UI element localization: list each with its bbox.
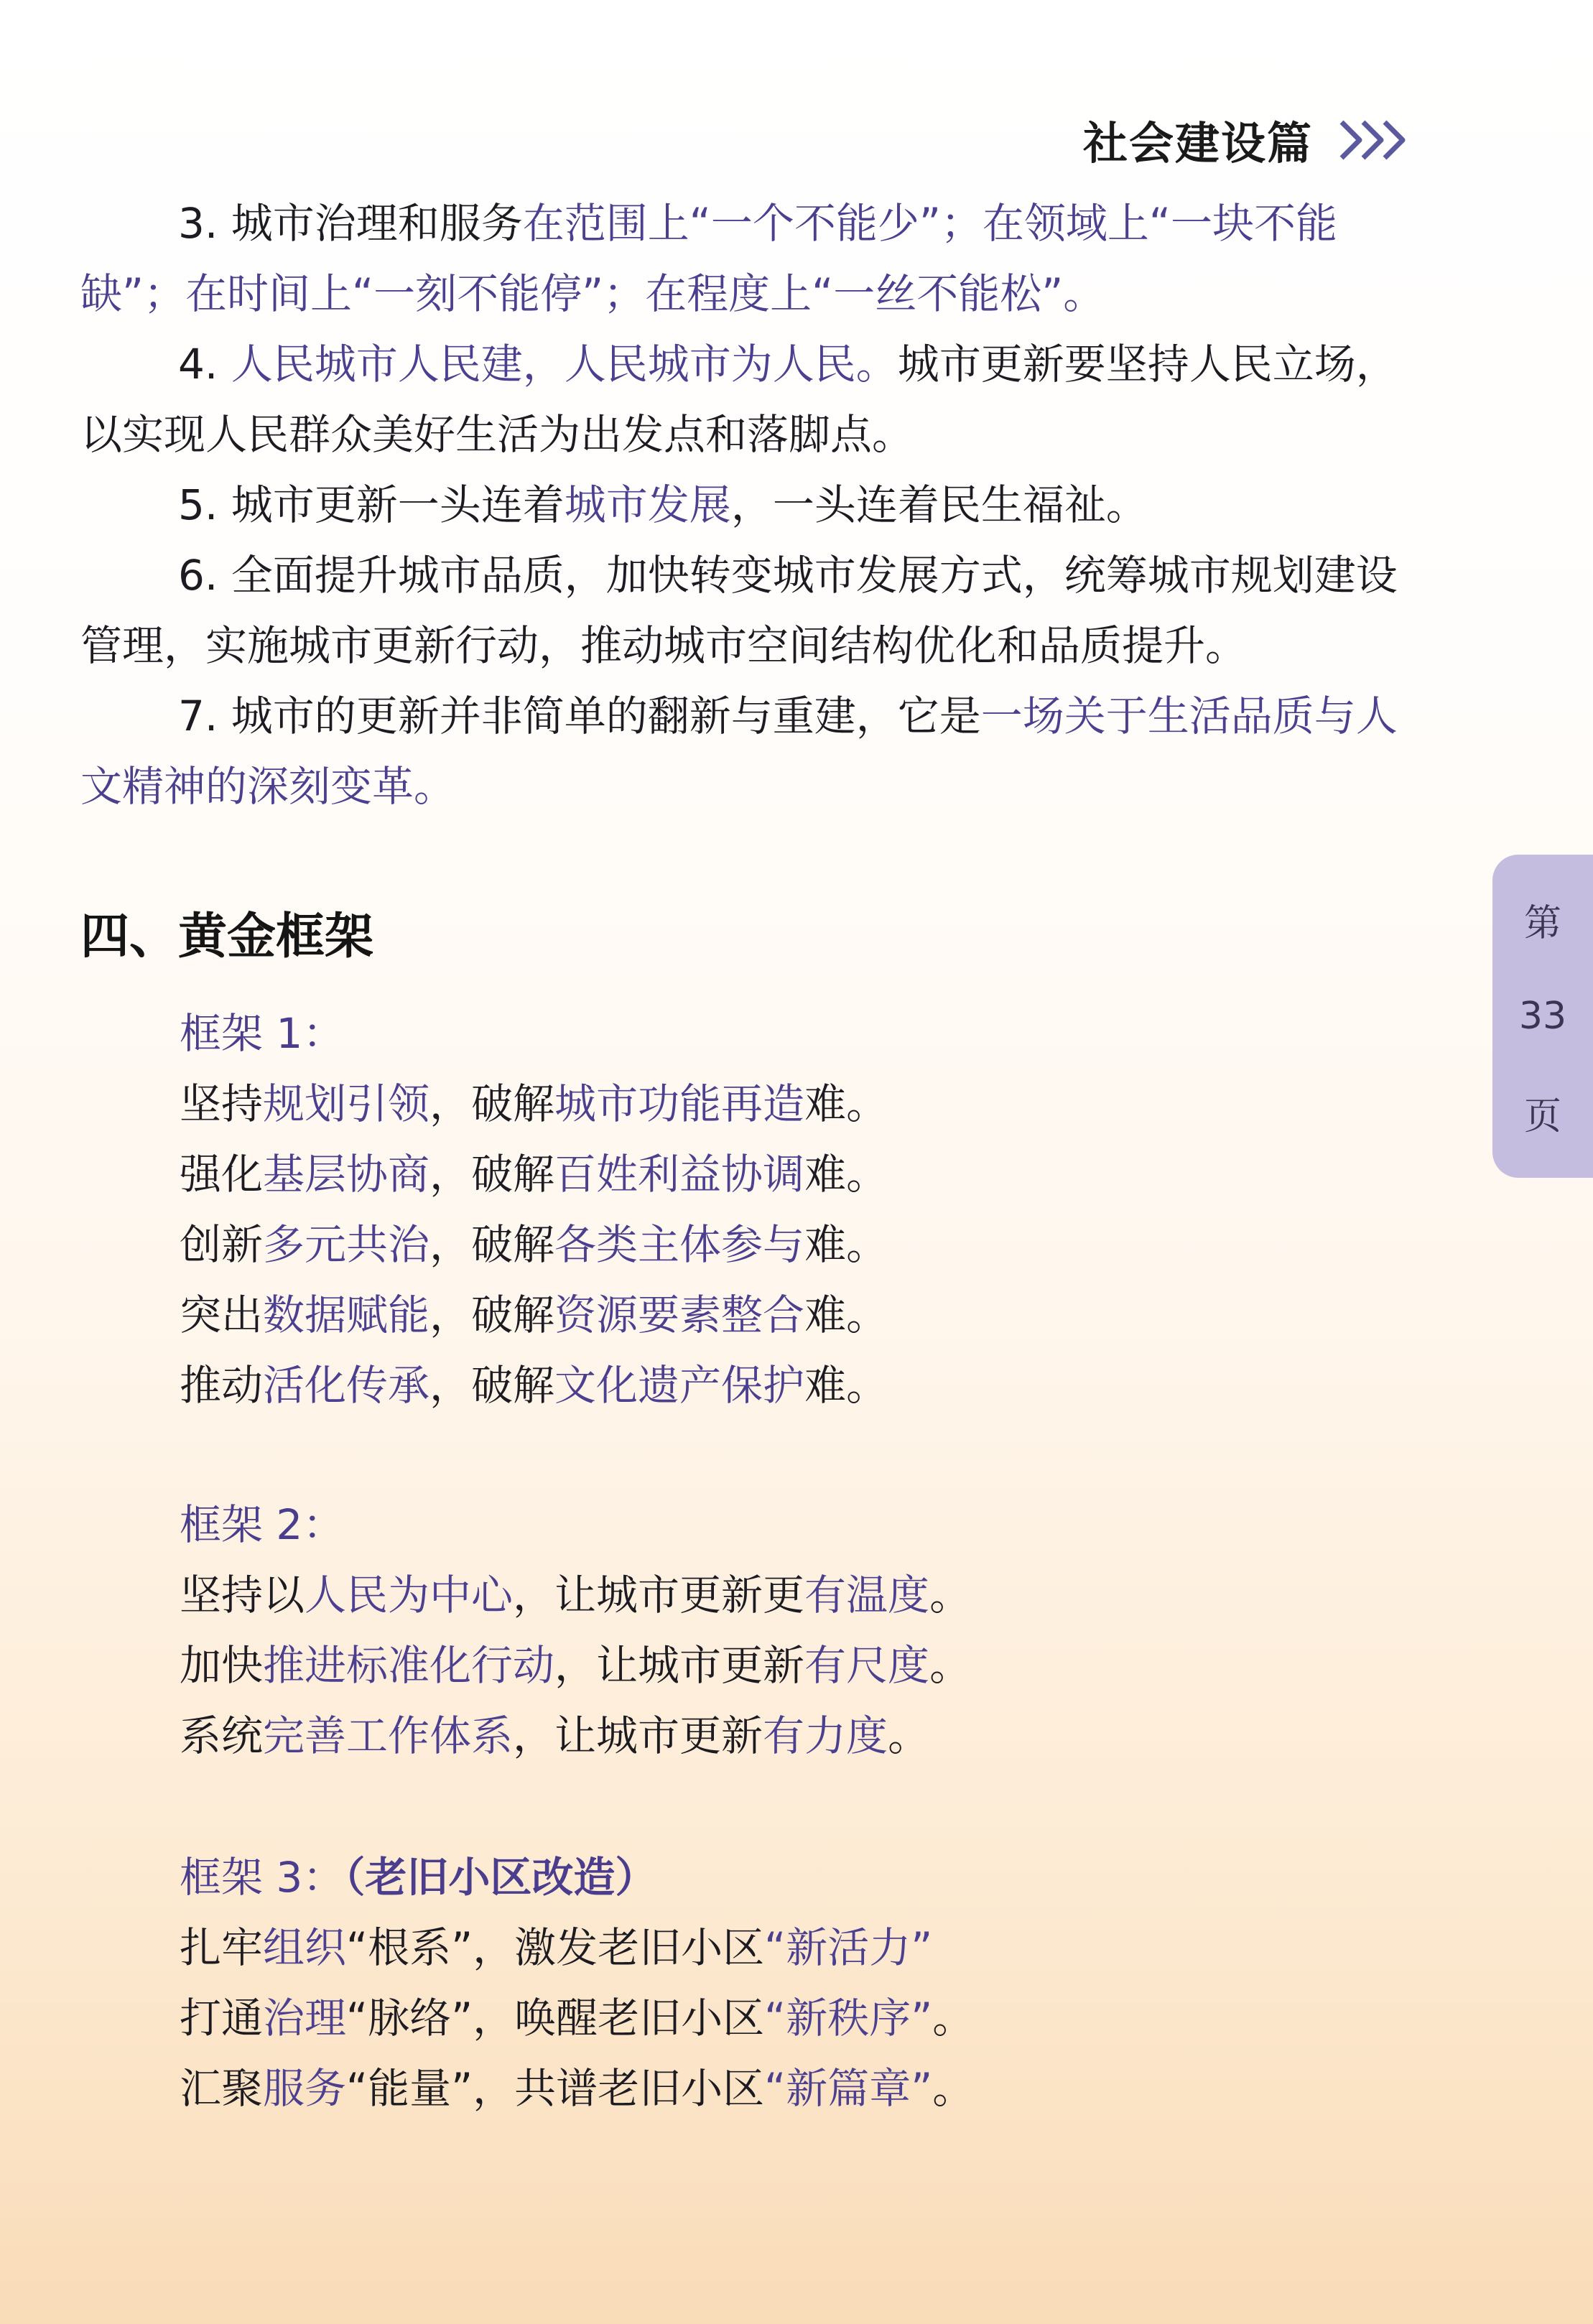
- paragraph-5: 5. 城市更新一头连着城市发展，一头连着民生福祉。: [178, 480, 1148, 529]
- frame-note: （老旧小区改造）: [344, 1853, 657, 1902]
- frame-line: 坚持以人民为中心，让城市更新更有温度。: [180, 1571, 972, 1619]
- frame-line: 创新多元共治，破解各类主体参与难。: [180, 1220, 888, 1269]
- paragraph-6: 6. 全面提升城市品质，加快转变城市发展方式，统筹城市规划建设管理，实施城市更新行动，推动城市空间结构优化和品质提升。: [80, 551, 1398, 670]
- frame-line: 加快推进标准化行动，让城市更新有尺度。: [180, 1641, 972, 1690]
- frame-line: 强化基层协商，破解百姓利益协调难。: [180, 1150, 888, 1199]
- frame-label: 框架 1：: [180, 1009, 345, 1058]
- page-tab-bottom: 页: [1523, 1094, 1561, 1138]
- paragraph-4: 4. 人民城市人民建，人民城市为人民。城市更新要坚持人民立场，以实现人民群众美好生活为出发点和落脚点。: [80, 340, 1398, 459]
- page-number-tab: [1492, 855, 1593, 1178]
- frame-line: 打通治理“脉络”，唤醒老旧小区“新秩序”。: [180, 1994, 975, 2042]
- frame-label: 框架 2：: [180, 1500, 345, 1549]
- triple-chevron-right-icon: [1334, 115, 1413, 165]
- frame-line: 突出数据赋能，破解资源要素整合难。: [180, 1291, 888, 1339]
- frame-line: 汇聚服务“能量”，共谱老旧小区“新篇章”。: [180, 2064, 975, 2113]
- frame-2: [180, 1489, 971, 1771]
- page-header: [1083, 108, 1413, 172]
- paragraph-7: 7. 城市的更新并非简单的翻新与重建，它是一场关于生活品质与人文精神的深刻变革。: [80, 692, 1398, 811]
- frame-line: 扎牢组织“根系”，激发老旧小区“新活力”: [180, 1923, 933, 1972]
- frame-line: 坚持规划引领，破解城市功能再造难。: [180, 1079, 888, 1128]
- frame-line: 推动活化传承，破解文化遗产保护难。: [180, 1361, 888, 1410]
- frame-3: [180, 1842, 974, 2124]
- frame-label: 框架 3：（老旧小区改造）: [180, 1853, 657, 1902]
- page-number: 33: [1518, 994, 1567, 1038]
- section-header-title: 社会建设篇: [1082, 117, 1313, 169]
- paragraph-3: 3. 城市治理和服务在范围上“一个不能少”；在领域上“一块不能缺”；在时间上“一刻不能停”；在程度上“一丝不能松”。: [80, 199, 1337, 318]
- page-tab-top: 第: [1523, 902, 1561, 946]
- frame-line: 系统完善工作体系，让城市更新有力度。: [180, 1711, 930, 1760]
- frame-1: [180, 998, 888, 1421]
- section-title: 四、黄金框架: [80, 908, 374, 965]
